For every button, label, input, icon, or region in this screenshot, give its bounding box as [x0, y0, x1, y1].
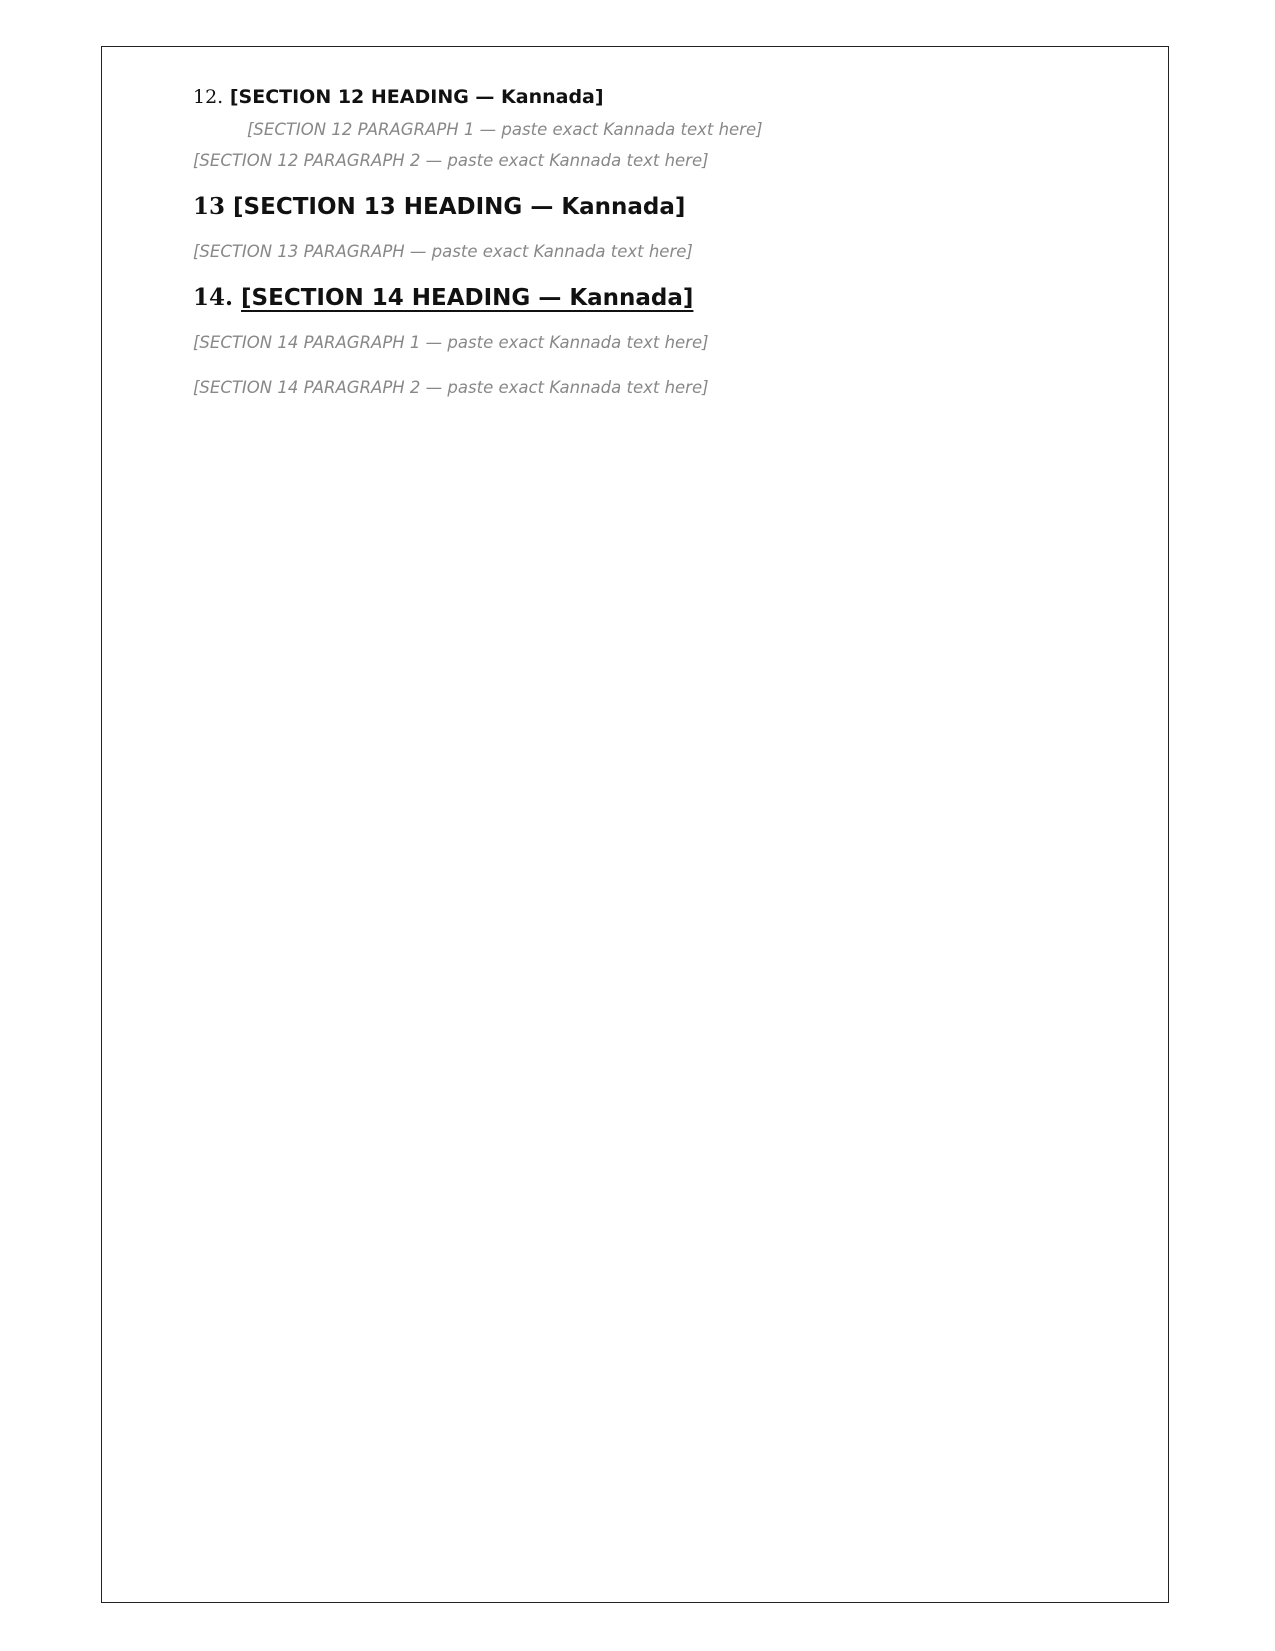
section-13-number: 13	[193, 193, 226, 220]
section-14-paragraph-2: [SECTION 14 PARAGRAPH 2 — paste exact Kannada text here]	[193, 378, 709, 397]
paragraph-gap	[193, 358, 1076, 372]
document-body	[193, 82, 1076, 403]
section-13-title: [SECTION 13 HEADING — Kannada]	[233, 194, 686, 220]
section-12-title: [SECTION 12 HEADING — Kannada]	[229, 86, 604, 108]
section-12-heading	[193, 82, 1076, 112]
section-12-number: 12.	[193, 86, 224, 108]
section-14-title: [SECTION 14 HEADING — Kannada]	[241, 285, 694, 311]
section-13-heading	[193, 190, 1076, 224]
section-12-paragraph-2: [SECTION 12 PARAGRAPH 2 — paste exact Kannada text here]	[193, 151, 709, 170]
section-14-number: 14.	[193, 284, 234, 311]
section-14-paragraph-1: [SECTION 14 PARAGRAPH 1 — paste exact Kannada text here]	[193, 333, 709, 352]
section-12-paragraph-1: [SECTION 12 PARAGRAPH 1 — paste exact Kannada text here]	[247, 120, 763, 139]
section-14-heading	[193, 281, 1076, 315]
section-13-paragraph-1: [SECTION 13 PARAGRAPH — paste exact Kannada text here]	[193, 242, 693, 261]
